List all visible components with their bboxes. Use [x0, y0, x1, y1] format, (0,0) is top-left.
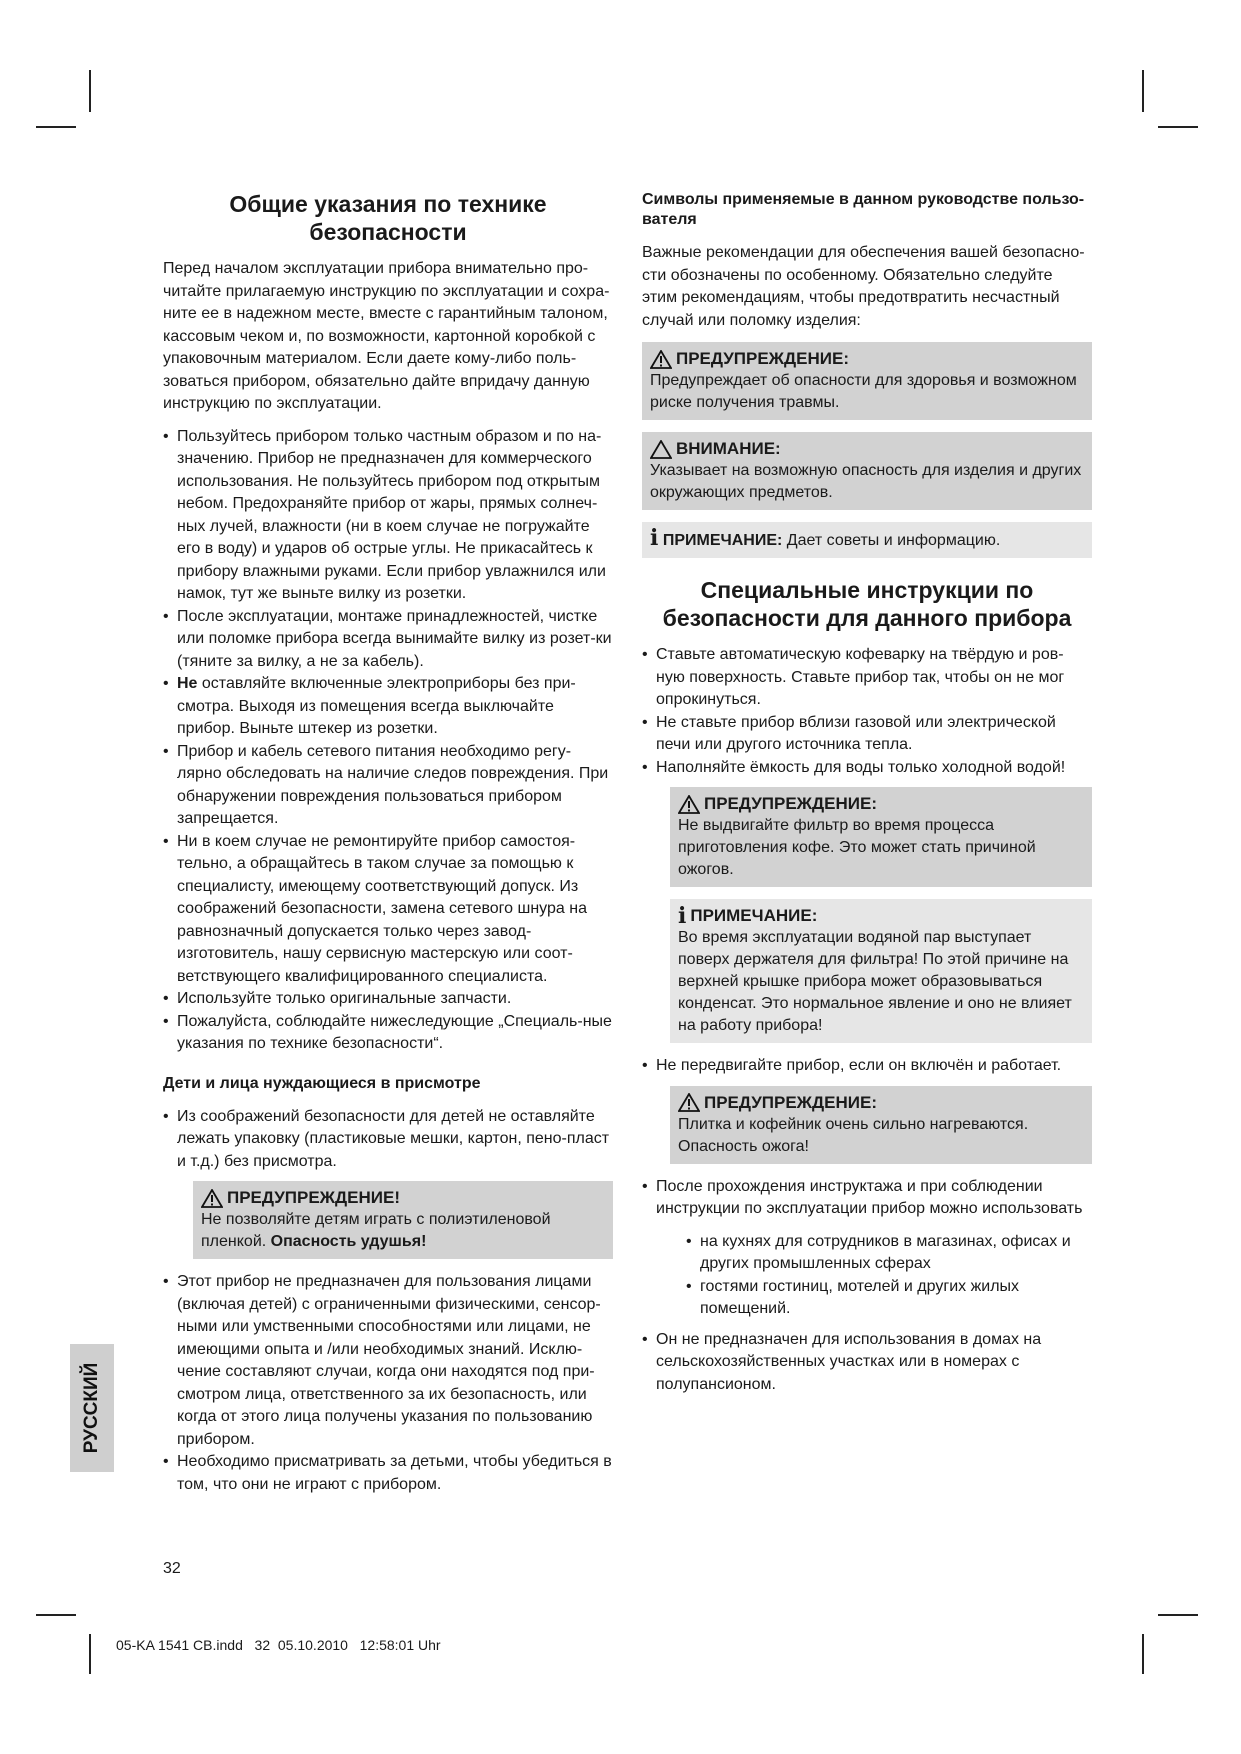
box-title: [650, 438, 1084, 460]
list-item: • Этот прибор не предназначен для пользования лицами (включая детей) с ограниченными физическими, сенсор-ными или умственными способностями или лицами, не имеющими опыта и /или необходимых знаний. Исклю-чение составляют случаи, когда они находятся под при-смотром лица, ответственного за их безопасность, или когда от этого лица получены указания по пользованию прибором.: [163, 1271, 613, 1451]
list-item: • Прибор и кабель сетевого питания необходимо регу-лярно обследовать на наличие следов повреждения. При обнаружении повреждения пользоваться прибором запрещается.: [163, 741, 613, 831]
right-column: [642, 190, 1092, 1396]
box-title-text: ВНИМАНИЕ:: [676, 439, 781, 458]
crop-mark: [36, 126, 76, 128]
box-text: Предупреждает об опасности для здоровья и возможном риске получения травмы.: [650, 372, 1077, 411]
warning-title-text: ПРЕДУПРЕЖДЕНИЕ!: [227, 1188, 400, 1207]
note-box: [642, 522, 1092, 558]
left-column: [163, 190, 613, 1496]
box-title: [678, 1092, 1084, 1114]
box-title: [678, 793, 1084, 815]
warning-bold: Опасность удушья!: [270, 1233, 427, 1250]
page-number: 32: [163, 1560, 181, 1577]
list-item: [163, 673, 613, 741]
crop-mark: [89, 70, 91, 112]
list-item: • Используйте только оригинальные запчасти.: [163, 988, 613, 1011]
warning-triangle-icon: [678, 795, 700, 814]
box-title-text: ПРЕДУПРЕЖДЕНИЕ:: [704, 1092, 877, 1112]
language-tab-label: РУССКИЙ: [81, 1362, 102, 1454]
warning-text: [201, 1209, 605, 1253]
warning-box: [642, 342, 1092, 420]
list-item: • Из соображений безопасности для детей не оставляйте лежать упаковку (пластиковые мешки, картон, пено-пласт и т.д.) без присмотра.: [163, 1106, 613, 1174]
children-bullet-list-2: [163, 1271, 613, 1496]
attention-box: [642, 432, 1092, 510]
language-tab: [70, 1344, 114, 1472]
crop-mark: [1142, 1634, 1144, 1674]
warning-triangle-icon: [678, 1093, 700, 1112]
children-heading: Дети и лица нуждающиеся в присмотре: [163, 1074, 481, 1092]
info-icon: i: [650, 525, 659, 551]
warning-box-hot: [670, 1086, 1092, 1164]
list-item: • Он не предназначен для использования в домах на сельскохозяйственных участках или в номерах с полупансионом.: [642, 1329, 1092, 1397]
crop-mark: [1158, 1614, 1198, 1616]
info-icon: i: [678, 903, 687, 929]
children-bullet-list: [163, 1106, 613, 1174]
attention-triangle-icon: [650, 440, 672, 459]
box-text: Дает советы и информацию.: [786, 532, 1001, 549]
symbols-heading: Символы применяемые в данном руководстве пользо-вателя: [642, 191, 1085, 228]
section-title-general-safety: Общие указания по технике безопасности: [229, 191, 547, 245]
box-text: Не выдвигайте фильтр во время процесса приготовления кофе. Это может стать причиной ожогов.: [678, 817, 1036, 878]
list-item-text: После прохождения инструктажа и при соблюдении инструкции по эксплуатации прибор можно использовать: [656, 1177, 1083, 1217]
safety-bullet-list: [163, 426, 613, 1056]
list-item: • Пользуйтесь прибором только частным образом и по на-значению. Прибор не предназначен для коммерческого использования. Не пользуйтесь прибором под открытым небом. Предохраняйте прибор от жары, прямых солнеч-ных лучей, влажности (ни в коем случае не погружайте его в воду) и ударов об острые углы. Не прикасайтесь к прибору влажными руками. Если прибор увлажнился или намок, тут же выньте вилку из розетки.: [163, 426, 613, 606]
warning-box-filter: [670, 787, 1092, 887]
box-title: [650, 348, 1084, 370]
warning-triangle-icon: [201, 1189, 223, 1208]
warning-triangle-icon: [650, 350, 672, 369]
crop-mark: [89, 1634, 91, 1674]
list-item: • Ставьте автоматическую кофеварку на твёрдую и ров-ную поверхность. Ставьте прибор так, чтобы он не мог опрокинуться.: [642, 644, 1092, 712]
box-title-text: ПРЕДУПРЕЖДЕНИЕ:: [676, 349, 849, 368]
box-text: Плитка и кофейник очень сильно нагреваются. Опасность ожога!: [678, 1115, 1029, 1155]
list-item: • Не ставьте прибор вблизи газовой или электрической печи или другого источника тепла.: [642, 712, 1092, 757]
box-title-text: ПРИМЕЧАНИЕ:: [662, 532, 783, 549]
symbols-intro: Важные рекомендации для обеспечения вашей безопасно-сти обозначены по особенному. Обязательно следуйте этим рекомендациям, чтобы предотвратить несчастный случай или поломку изделия:: [642, 244, 1085, 329]
warning-box-children: [193, 1181, 613, 1259]
list-item: • Пожалуйста, соблюдайте нижеследующие „Специаль-ные указания по технике безопасности“.: [163, 1011, 613, 1056]
crop-mark: [1158, 126, 1198, 128]
section-title-special-safety: Специальные инструкции по безопасности для данного прибора: [662, 577, 1072, 631]
usage-sub-list: [686, 1231, 1092, 1321]
crop-mark: [36, 1614, 76, 1616]
list-item: [642, 1176, 1092, 1321]
usage-bullet-list: [642, 1176, 1092, 1397]
box-title: [678, 905, 1084, 927]
move-bullet-list: [642, 1055, 1092, 1078]
bold-not: Не: [177, 675, 198, 692]
list-item: • гостями гостиниц, мотелей и других жилых помещений.: [686, 1276, 1092, 1321]
warning-body: Не позволяйте детям играть с полиэтиленовой пленкой.: [201, 1211, 551, 1250]
list-item: • После эксплуатации, монтаже принадлежностей, чистке или поломке прибора всегда вынимайте вилку из розет-ки (тяните за вилку, а не за кабель).: [163, 606, 613, 674]
list-item-text: оставляйте включенные электроприборы без при-смотра. Выходя из помещения всегда выключайте прибор. Выньте штекер из розетки.: [177, 675, 576, 737]
crop-mark: [1142, 70, 1144, 112]
list-item: • Ни в коем случае не ремонтируйте прибор самостоя-тельно, а обращайтесь в таком случае за помощью к специалисту, имеющему соответствующий допуск. Из соображений безопасности, замена сетевого шнура на равнозначный допускается только через завод-изготовитель, нашу сервисную мастерскую или соот-ветствующего квалифицированного специалиста.: [163, 831, 613, 989]
intro-paragraph: Перед началом эксплуатации прибора внимательно про-читайте прилагаемую инструкцию по эксплуатации и сохра-ните ее в надежном месте, вместе с гарантийным талоном, кассовым чеком и, по возможности, картонной коробкой с упаковочным материалом. Если даете кому-либо поль-зоваться прибором, обязательно дайте впридачу данную инструкцию по эксплуатации.: [163, 260, 610, 412]
list-item: • Необходимо присматривать за детьми, чтобы убедиться в том, что они не играют с прибором.: [163, 1451, 613, 1496]
list-item: • на кухнях для сотрудников в магазинах, офисах и других промышленных сферах: [686, 1231, 1092, 1276]
box-text: Указывает на возможную опасность для изделия и других окружающих предметов.: [650, 462, 1082, 501]
print-file-info: 05-KA 1541 CB.indd 32 05.10.2010 12:58:01 Uhr: [116, 1637, 441, 1653]
warning-title: [201, 1187, 605, 1209]
note-box-steam: [670, 899, 1092, 1043]
box-text: Во время эксплуатации водяной пар выступает поверх держателя для фильтра! По этой причине на верхней крышке прибора может образовываться конденсат. Это нормальное явление и оно не влияет на работу прибора!: [678, 929, 1072, 1034]
list-item: • Наполняйте ёмкость для воды только холодной водой!: [642, 757, 1092, 780]
box-title-text: ПРЕДУПРЕЖДЕНИЕ:: [704, 794, 877, 813]
special-bullet-list: [642, 644, 1092, 779]
box-title-text: ПРИМЕЧАНИЕ:: [690, 906, 818, 925]
list-item: • Не передвигайте прибор, если он включён и работает.: [642, 1055, 1092, 1078]
